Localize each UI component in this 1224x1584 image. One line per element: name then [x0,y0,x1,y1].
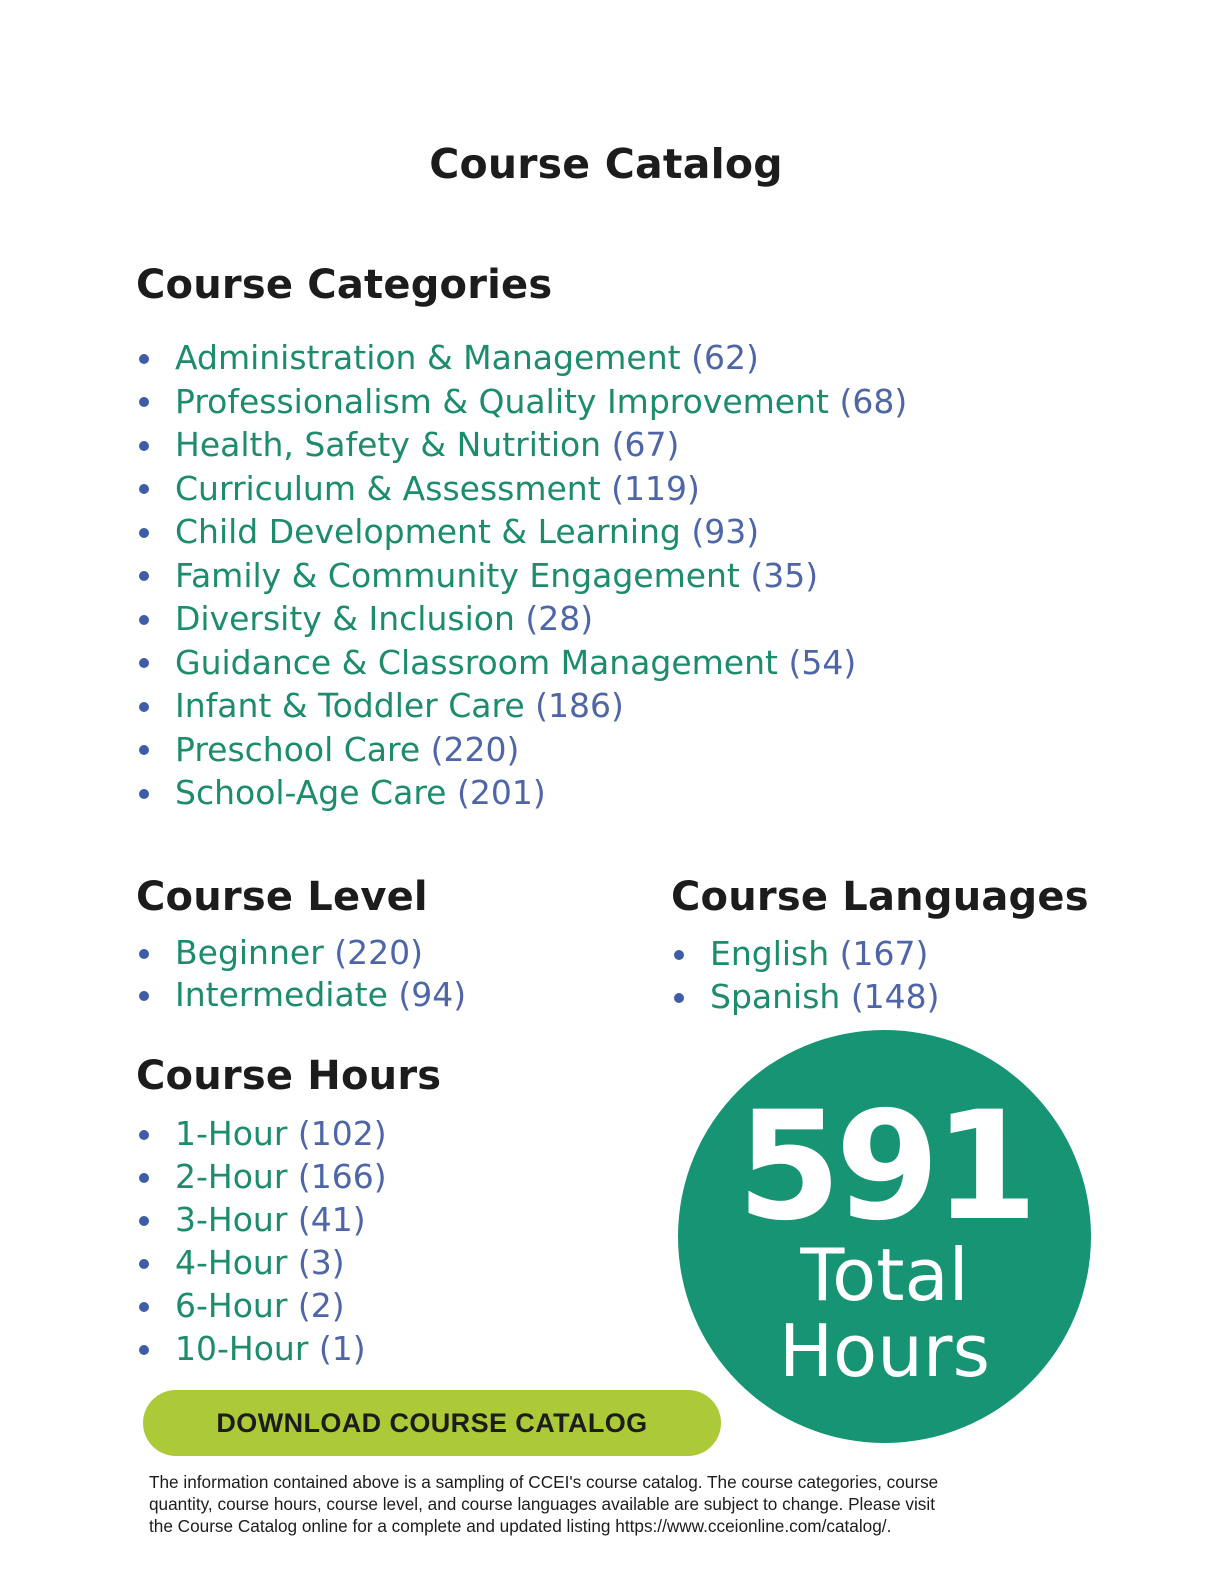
category-label: Health, Safety & Nutrition [175,425,602,464]
category-count: (220) [430,729,520,769]
category-label: Child Development & Learning [175,512,681,551]
page-title: Course Catalog [429,140,783,188]
bullet-icon [139,528,149,538]
hours-label: 1-Hour [175,1114,288,1153]
category-label: Infant & Toddler Care [175,686,525,725]
category-count: (119) [611,468,700,508]
category-item [136,771,907,815]
course-level-heading: Course Level [136,874,428,920]
level-item [136,932,466,974]
category-count: (28) [525,599,594,638]
category-count: (93) [691,512,760,551]
course-level-list [136,932,466,1016]
course-categories-heading: Course Categories [136,262,553,308]
level-count: (94) [398,975,467,1014]
category-label: Curriculum & Assessment [175,468,601,508]
language-count: (167) [839,934,929,973]
level-label: Intermediate [175,975,388,1014]
hours-count: (166) [297,1157,387,1196]
bullet-icon [139,1259,149,1269]
course-categories-list [136,336,907,815]
total-hours-number: 591 [736,1080,1033,1254]
bullet-icon [139,397,149,407]
bullet-icon [139,484,149,494]
course-languages-list [671,932,940,1018]
disclaimer-line: the Course Catalog online for a complete and updated listing https://www.cceionline.com/catalog/. [149,1516,892,1536]
category-label: Guidance & Classroom Management [175,642,778,682]
category-count: (67) [611,425,680,464]
bullet-icon [139,441,149,451]
hours-item [136,1155,387,1198]
category-label: Family & Community Engagement [175,555,740,595]
bullet-icon [139,571,149,581]
category-label: Professionalism & Quality Improvement [175,381,829,421]
disclaimer-line: The information contained above is a sampling of CCEI's course catalog. The course categories, course [149,1472,939,1492]
category-label: Administration & Management [175,338,681,377]
category-item [136,467,907,511]
bullet-icon [674,950,684,960]
category-count: (54) [788,642,857,682]
bullet-icon [139,702,149,712]
hours-label: 4-Hour [175,1243,288,1282]
bullet-icon [139,949,149,959]
language-label: Spanish [710,977,841,1016]
bullet-icon [139,745,149,755]
category-item [136,380,907,424]
hours-item [136,1112,387,1155]
language-item [671,932,940,975]
hours-item [136,1241,387,1284]
hours-count: (2) [297,1286,345,1325]
category-label: Diversity & Inclusion [175,599,515,638]
hours-count: (3) [297,1243,345,1282]
language-item [671,975,940,1018]
language-label: English [710,934,830,973]
category-item [136,641,907,685]
language-count: (148) [850,977,940,1016]
hours-label: 2-Hour [175,1157,288,1196]
level-label: Beginner [175,933,324,972]
bullet-icon [139,789,149,799]
bullet-icon [139,354,149,364]
hours-count: (1) [318,1329,366,1368]
hours-label: Hours [779,1309,990,1393]
category-count: (201) [456,773,546,812]
course-hours-list [136,1112,387,1370]
bullet-icon [139,1216,149,1226]
category-label: School-Age Care [175,773,447,812]
category-label: Preschool Care [175,729,421,769]
category-count: (35) [750,555,819,595]
course-hours-heading: Course Hours [136,1053,442,1099]
category-item [136,336,907,380]
category-count: (186) [535,686,624,725]
level-item [136,974,466,1016]
hours-label: 10-Hour [175,1329,309,1368]
category-item [136,728,907,772]
disclaimer-text [149,1471,1099,1537]
course-languages-heading: Course Languages [671,874,1089,920]
hours-count: (102) [297,1114,387,1153]
level-count: (220) [334,933,424,972]
bullet-icon [139,1173,149,1183]
category-count: (68) [839,381,908,421]
bullet-icon [139,658,149,668]
bullet-icon [139,1130,149,1140]
bullet-icon [139,991,149,1001]
category-item [136,684,907,728]
bullet-icon [674,993,684,1003]
download-course-catalog-button[interactable]: DOWNLOAD COURSE CATALOG [143,1390,721,1456]
hours-label: 3-Hour [175,1200,288,1239]
category-item [136,510,907,554]
bullet-icon [139,615,149,625]
total-hours-badge [678,1030,1091,1443]
bullet-icon [139,1302,149,1312]
hours-count: (41) [297,1200,366,1239]
hours-item [136,1284,387,1327]
category-item [136,554,907,598]
hours-label: 6-Hour [175,1286,288,1325]
category-item [136,423,907,467]
category-count: (62) [691,338,759,377]
hours-item [136,1198,387,1241]
bullet-icon [139,1345,149,1355]
category-item [136,597,907,641]
disclaimer-line: quantity, course hours, course level, and course languages available are subject to change. Please visit [149,1494,935,1514]
total-label: Total [800,1233,969,1317]
hours-item [136,1327,387,1370]
